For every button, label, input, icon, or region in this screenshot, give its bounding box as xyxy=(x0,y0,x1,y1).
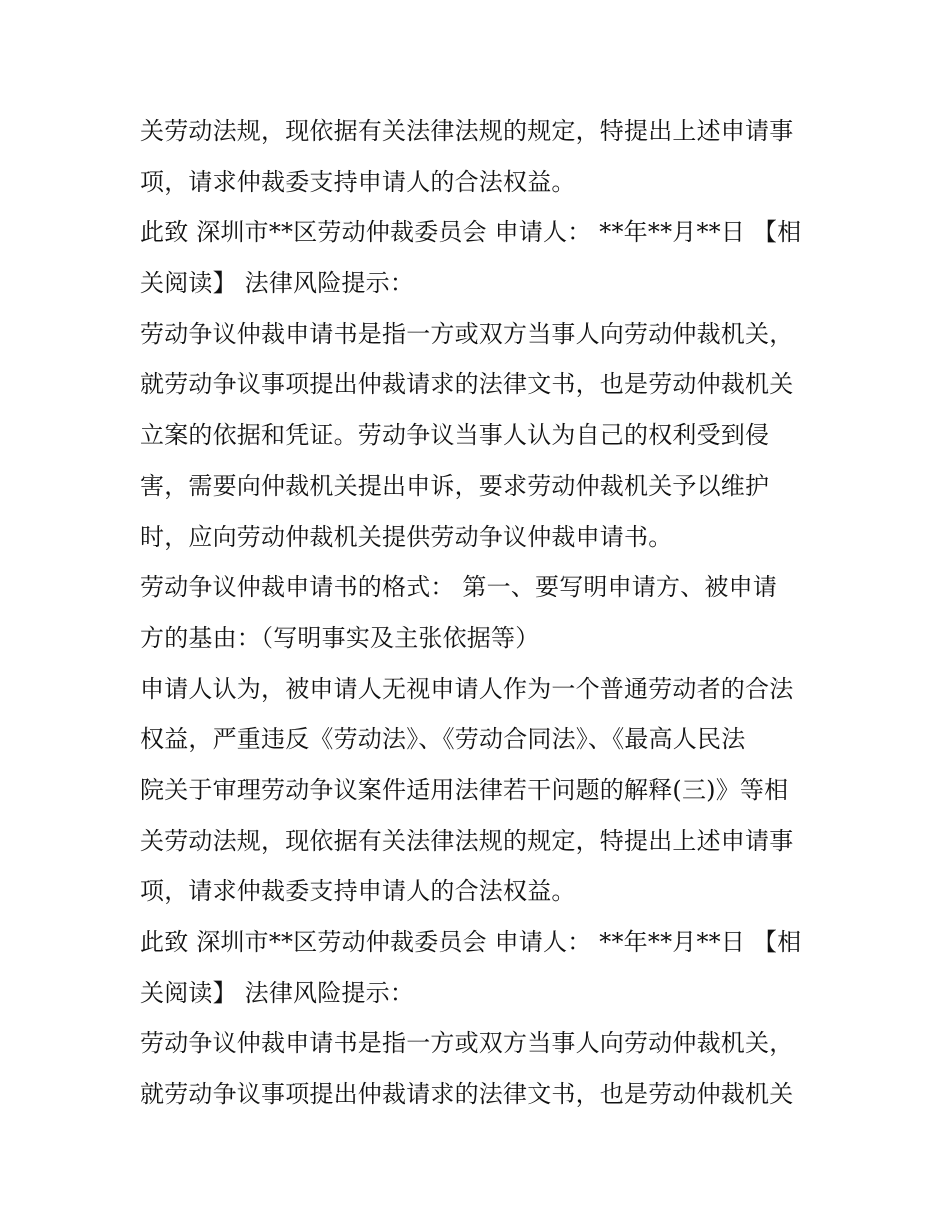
text-line-3: 此致 深圳市**区劳动仲裁委员会 申请人： **年**月**日 【相 xyxy=(140,218,802,247)
document-body xyxy=(140,106,820,1120)
text-line-11: 方的基由：（写明事实及主张依据等） xyxy=(140,623,540,652)
text-line-2: 项，请求仲裁委支持申请人的合法权益。 xyxy=(140,167,576,196)
text-line-19: 劳动争议仲裁申请书是指一方或双方当事人向劳动仲裁机关， xyxy=(140,1029,794,1058)
text-line-18: 关阅读】 法律风险提示： xyxy=(140,978,415,1007)
text-line-10: 劳动争议仲裁申请书的格式： 第一、要写明申请方、被申请 xyxy=(140,573,778,602)
text-line-13: 权益，严重违反《劳动法》、《劳动合同法》、《最高人民法 xyxy=(140,725,746,754)
text-line-9: 时，应向劳动仲裁机关提供劳动争议仲裁申请书。 xyxy=(140,522,673,551)
text-line-12: 申请人认为，被申请人无视申请人作为一个普通劳动者的合法 xyxy=(140,674,794,703)
text-line-16: 项，请求仲裁委支持申请人的合法权益。 xyxy=(140,877,576,906)
text-line-15: 关劳动法规，现依据有关法律法规的规定，特提出上述申请事 xyxy=(140,826,794,855)
text-line-20: 就劳动争议事项提出仲裁请求的法律文书，也是劳动仲裁机关 xyxy=(140,1080,794,1109)
text-line-6: 就劳动争议事项提出仲裁请求的法律文书，也是劳动仲裁机关 xyxy=(140,370,794,399)
text-line-8: 害，需要向仲裁机关提出申诉，要求劳动仲裁机关予以维护 xyxy=(140,471,770,500)
text-line-4: 关阅读】 法律风险提示： xyxy=(140,269,415,298)
text-line-14: 院关于审理劳动争议案件适用法律若干问题的解释(三)》等相 xyxy=(140,775,789,804)
text-line-17: 此致 深圳市**区劳动仲裁委员会 申请人： **年**月**日 【相 xyxy=(140,928,802,956)
text-line-1: 关劳动法规，现依据有关法律法规的规定，特提出上述申请事 xyxy=(140,117,794,145)
text-line-7: 立案的依据和凭证。劳动争议当事人认为自己的权利受到侵 xyxy=(140,421,770,450)
text-line-5: 劳动争议仲裁申请书是指一方或双方当事人向劳动仲裁机关， xyxy=(140,319,794,348)
